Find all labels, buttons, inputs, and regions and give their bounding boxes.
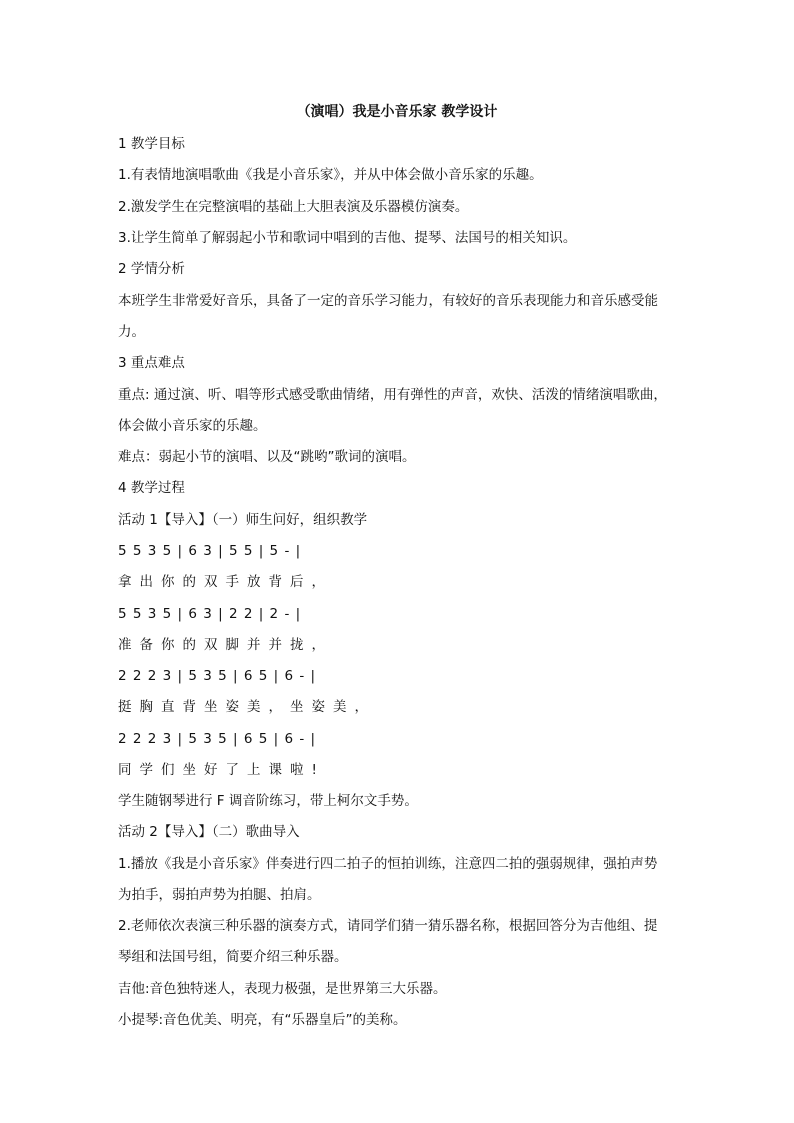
activity-heading: 活动 2【导入】（二）歌曲导入 <box>118 824 300 840</box>
activity-heading: 活动 1【导入】（一）师生问好，组织教学 <box>118 512 368 528</box>
section-heading-analysis: 2 学情分析 <box>118 261 185 277</box>
notation-line: 5 5 3 5 | 6 3 | 2 2 | 2 - | <box>118 606 302 622</box>
paragraph-line: 2.激发学生在完整演唱的基础上大胆表演及乐器模仿演奏。 <box>118 199 469 215</box>
section-heading-process: 4 教学过程 <box>118 480 185 496</box>
paragraph-line: 吉他:音色独特迷人，表现力极强，是世界第三大乐器。 <box>118 981 447 997</box>
lyric-line: 准备你的双脚并并拢， <box>118 637 333 653</box>
paragraph-line: 本班学生非常爱好音乐，具备了一定的音乐学习能力，有较好的音乐表现能力和音乐感受能 <box>118 293 658 309</box>
document-title: （演唱）我是小音乐家 教学设计 <box>296 104 498 120</box>
lyric-line: 拿出你的双手放背后， <box>118 574 333 590</box>
lyric-line: 同学们坐好了上课啦! <box>118 762 325 778</box>
section-heading-key-points: 3 重点难点 <box>118 355 185 371</box>
paragraph-line: 1.播放《我是小音乐家》伴奏进行四二拍子的恒拍训练，注意四二拍的强弱规律，强拍声势 <box>118 856 658 872</box>
paragraph-line: 1.有表情地演唱歌曲《我是小音乐家》，并从中体会做小音乐家的乐趣。 <box>118 167 543 183</box>
paragraph-line: 为拍手，弱拍声势为拍腿、拍肩。 <box>118 887 321 903</box>
paragraph-line: 重点: 通过演、听、唱等形式感受歌曲情绪，用有弹性的声音，欢快、活泼的情绪演唱歌曲， <box>118 387 667 403</box>
paragraph-line: 3.让学生简单了解弱起小节和歌词中唱到的吉他、提琴、法国号的相关知识。 <box>118 230 577 246</box>
notation-line: 5 5 3 5 | 6 3 | 5 5 | 5 - | <box>118 543 302 559</box>
paragraph-line: 学生随钢琴进行 F 调音阶练习，带上柯尔文手势。 <box>118 793 418 809</box>
notation-line: 2 2 2 3 | 5 3 5 | 6 5 | 6 - | <box>118 731 317 747</box>
lyric-line: 挺胸直背坐姿美，坐姿美， <box>118 699 376 715</box>
paragraph-line: 力。 <box>118 324 145 340</box>
paragraph-line: 难点：弱起小节的演唱、以及“跳哟”歌词的演唱。 <box>118 449 416 465</box>
paragraph-line: 体会做小音乐家的乐趣。 <box>118 418 267 434</box>
notation-line: 2 2 2 3 | 5 3 5 | 6 5 | 6 - | <box>118 668 317 684</box>
section-heading-objectives: 1 教学目标 <box>118 136 185 152</box>
paragraph-line: 小提琴:音色优美、明亮，有“乐器皇后”的美称。 <box>118 1012 407 1028</box>
paragraph-line: 琴组和法国号组，简要介绍三种乐器。 <box>118 949 348 965</box>
paragraph-line: 2.老师依次表演三种乐器的演奏方式，请同学们猜一猜乐器名称，根据回答分为吉他组、提 <box>118 918 658 934</box>
